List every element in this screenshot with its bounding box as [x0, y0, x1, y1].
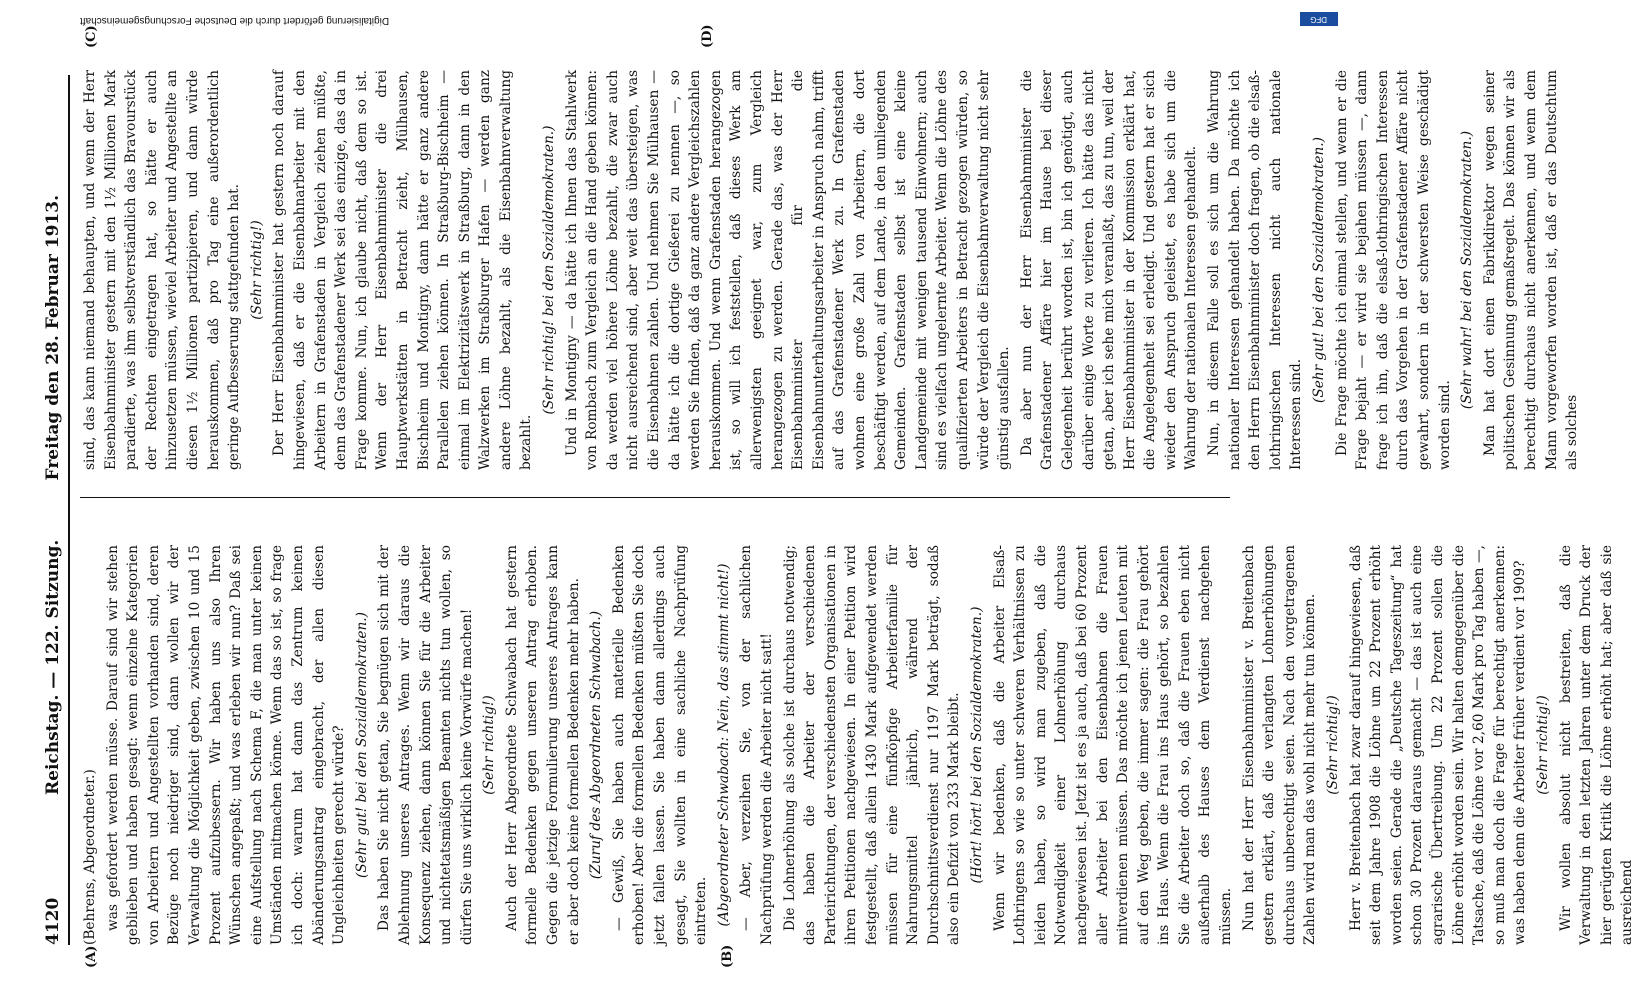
paragraph: Die Frage möchte ich einmal stellen, und wenn er die Frage bejaht — er wird sie bejahen müssen —, dann frage ich ihn, daß die elsaß-lothringischen Interessen durch das Vorgehen in der Grafenstadener Affäre nicht gewahrt, sondern in der schwersten Weise geschädigt worden sind. [1333, 70, 1453, 470]
paragraph: Da aber nun der Herr Eisenbahnminister die Grafenstadener Affäre hier im Hause bei dieser Gelegenheit berührt worden ist, bin ich genötigt, auch darüber einige Worte zu verlieren. Ich hätte das nicht getan, aber ich sehe mich veranlaßt, das zu tun, weil der Herr Eisenbahnminister in der Kommission erklärt hat, die Angelegenheit sei erledigt. Und gestern hat er sich wieder den Anspruch geleistet, es habe sich um die Wahrung der nationalen Interessen gehandelt. [1018, 70, 1200, 470]
paragraph: — Aber, verzeihen Sie, von der sachlichen Nachprüfung werden die Arbeiter nicht satt! [738, 545, 775, 945]
interjection: (Sehr gut! bei den Sozialdemokraten.) [1311, 137, 1328, 404]
interjection: (Sehr richtig!) [1325, 695, 1342, 795]
left-column [80, 545, 1636, 945]
paragraph: Man hat dort einen Fabrikdirektor wegen seiner politischen Gesinnung gemaßregelt. Das können wir als berechtigt durchaus nicht anerkennen, und wenn dem Mann vorgeworfen worden ist, daß er das Deutschtum als solches [1481, 70, 1581, 470]
paragraph: Und in Montigny — da hätte ich Ihnen das Stahlwerk von Rombach zum Vergleich an die Hand geben können: da werden viel höhere Löhne bezahlt, die zwar auch nicht ausreichend sind, aber weit das übersteigen, was die Eisenbahnen zahlen. Und nehmen Sie Mülhausen — da hätte ich die dortige Gießerei zu nennen —, so werden Sie finden, daß da ganz andere Vergleichszahlen herauskommen. Und wenn Grafenstaden herangezogen ist, so will ich feststellen, daß dieses Werk am allerwenigsten geeignet war, zum Vergleich herangezogen zu werden. Gerade das, was der Herr Eisenbahnminister für die Eisenbahnunterhaltungsarbeiter in Anspruch nahm, trifft auf das Grafenstadener Werk zu. In Grafenstaden wohnen eine große Zahl von Arbeitern, die dort beschäftigt werden, auf dem Lande, in den umliegenden Gemeinden. Grafenstaden selbst ist eine kleine Landgemeinde mit wenigen tausend Einwohnern; auch sind es vielfach ungelernte Arbeiter. Wenn die Löhne des qualifizierten Arbeiters in Betracht gezogen würden, so würde der Vergleich die Eisenbahnverwaltung nicht sehr günstig ausfallen. [563, 70, 1013, 470]
digitization-sidebar [60, 8, 1328, 26]
left-paragraphs [103, 545, 1638, 945]
interjection: (Sehr richtig!) [248, 220, 265, 320]
interjection: (Sehr richtig!) [1534, 695, 1551, 795]
session-title: Reichstag. — 122. Sitzung. [43, 539, 63, 795]
interjection: (Sehr gut! bei den Sozialdemokraten.) [353, 612, 370, 879]
paragraph: Der Herr Eisenbahnminister hat gestern noch darauf hingewiesen, daß er die Eisenbahnarbeiter mit den Arbeitern in Grafenstaden in Vergleich ziehen müßte, denn das Grafenstadener Werk sei das einzige, das da in Frage komme. Nun, ich glaube nicht, daß dem so ist. Wenn der Herr Eisenbahnminister die drei Hauptwerkstätten in Betracht zieht, Mülhausen, Bischheim und Montigny, dann hätte er ganz andere Parallelen ziehen können. In Straßburg-Bischheim — einmal im Elektrizitätswerk in Straßburg, dann in den Walzwerken im Straßburger Hafen — werden ganz andere Löhne bezahlt, als die Eisenbahnverwaltung bezahlt. [271, 70, 535, 470]
paragraph: was gefordert werden müsse. Darauf sind wir stehen geblieben und haben gesagt: wenn einzelne Kategorien von Arbeitern und Angestellten vorhanden sind, deren Bezüge noch niedriger sind, dann wollen wir der Verwaltung die Möglichkeit geben, zwischen 10 und 15 Prozent aufzubessern. Wir haben uns also Ihren Wünschen angepaßt; und was erleben wir nun? Daß sei eine Aufstellung nach Schema F, die man unter keinen Umständen mitmachen könne. Wenn das so ist, so frage ich doch: warum hat dann das Zentrum keinen Abänderungsantrag eingebracht, der allen diesen Ungleichheiten gerecht würde? [104, 545, 348, 945]
margin-mark-c: (C) [84, 25, 99, 48]
page-number: 4120 [43, 897, 63, 945]
session-date: Freitag den 28. Februar 1913. [43, 195, 63, 481]
paragraph: Das haben Sie nicht getan, Sie begnügen sich mit der Ablehnung unseres Antrages. Wenn wir daraus die Konsequenz ziehen, dann können Sie für die Arbeiter und nichtetatsmäßigen Beamten nichts tun wollen, so dürfen Sie uns wirklich keine Vorwürfe machen! [376, 545, 475, 945]
interjection: (Abgeordneter Schwabach: Nein, das stimmt nicht!) [715, 563, 732, 927]
page-header [28, 75, 70, 945]
paragraph: sind, das kann niemand behaupten, und wenn der Herr Eisenbahnminister gestern mit den 1½ Millionen Mark paradierte, was ihm selbstverständlich das Bravourstück der Rechten eingetragen hat, so hätte er auch hinzusetzen müssen, wieviel Arbeiter und Angestellte an diesen 1½ Millionen partizipieren, und dann würde herauskommen, daß pro Tag eine außerordentlich geringe Aufbesserung stattgefunden hat. [82, 70, 243, 470]
paragraph: Wenn wir bedenken, daß die Arbeiter Elsaß-Lothringens so wie so unter schweren Verhältnissen zu leiden haben, so wird man zugeben, daß die Notwendigkeit einer Lohnerhöhung durchaus nachgewiesen ist. Jetzt ist es ja auch, daß bei 60 Prozent aller Arbeiter bei den Eisenbahnen die Frauen mitverdienen müssen. Das möchte ich jenen Leuten mit auf den Weg geben, die immer sagen: die Frau gehört ins Haus. Wenn die Frau ins Haus gehört, so bezahlen Sie die Arbeiter doch so, daß die Frauen eben nicht außerhalb des Hauses dem Verdienst nachgehen müssen. [991, 545, 1235, 945]
margin-mark-a: (A) [84, 945, 99, 968]
right-column [80, 70, 1581, 470]
margin-mark-d: (D) [700, 24, 715, 48]
paragraph: Nun, in diesem Falle soll es sich um die Wahrung nationaler Interessen gehandelt haben. Da möchte ich den Herrn Eisenbahnminister doch fragen, ob die elsaß-lothringischen Interessen nicht auch nationale Interessen sind. [1206, 70, 1305, 470]
paragraph: Die Lohnerhöhung als solche ist durchaus notwendig; das haben die Arbeiter der verschiedenen Parteirichtungen, der verschiedensten Organisationen in ihren Petitionen nachgewiesen. In einer Petition wird festgestellt, daß allein 1430 Mark aufgewendet werden müssen für eine fünfköpfige Arbeiterfamilie für Nahrungsmittel jährlich, während der Durchschnittsverdienst nur 1197 Mark beträgt, sodaß also ein Defizit von 233 Mark bleibt. [781, 545, 963, 945]
interjection: (Sehr richtig! bei den Sozialdemokraten.) [541, 125, 558, 415]
dfg-logo: DFG [1300, 12, 1338, 26]
speaker-tag: (Behrens, Abgeordneter.) [82, 769, 98, 945]
paragraph: Herr v. Breitenbach hat zwar darauf hingewiesen, daß seit dem Jahre 1908 die Löhne um 22 Prozent erhöht worden seien. Gerade die „Deutsche Tageszeitung“ hat schon 30 Prozent daraus gemacht — das ist auch eine agrarische Übertreibung. Um 22 Prozent sollen die Löhne erhöht worden sein. Wir halten demgegenüber die Tatsache, daß die Löhne vor 2,60 Mark pro Tag haben —, so muß man doch die Frage für berechtigt anerkennen: was haben denn die Arbeiter früher verdient vor 1909? [1347, 545, 1529, 945]
interjection: (Sehr richtig!) [481, 695, 498, 795]
paragraph: — Gewiß, Sie haben auch materielle Bedenken erhoben! Aber die formellen Bedenken müßten Sie doch jetzt fallen lassen. Sie haben dann allerdings auch gesagt, Sie wollten in eine sachliche Nachprüfung eintreten. [610, 545, 710, 945]
interjection: (Sehr wahr! bei den Sozialdemokraten.) [1459, 130, 1476, 410]
margin-mark-b: (B) [720, 944, 735, 968]
column-divider [80, 497, 1230, 498]
interjection: (Hört! hört! bei den Sozialdemokraten.) [968, 606, 985, 884]
digitization-credit: Digitalisierung gefördert durch die Deutsche Forschungsgemeinschaft [80, 15, 390, 26]
interjection: (Zuruf des Abgeordneten Schwabach.) [588, 610, 605, 880]
paragraph: Nun hat der Herr Eisenbahnminister v. Breitenbach gestern erklärt, daß die verlangten Lohnerhöhungen durchaus unberechtigt seien. Nach den vorgetragenen Zahlen wird man das wohl nicht mehr tun können. [1240, 545, 1319, 945]
paragraph: Wir wollen absolut nicht bestreiten, daß die Verwaltung in den letzten Jahren unter dem Druck der hier gerügten Kritik die Löhne erhöht hat; aber daß sie ausreichend [1557, 545, 1636, 945]
paragraph: Auch der Herr Abgeordnete Schwabach hat gestern formelle Bedenken gegen unseren Antrag erhoben. Gegen die jetzige Formulierung unseres Antrages kann er aber doch keine formellen Bedenken mehr haben. [503, 545, 582, 945]
